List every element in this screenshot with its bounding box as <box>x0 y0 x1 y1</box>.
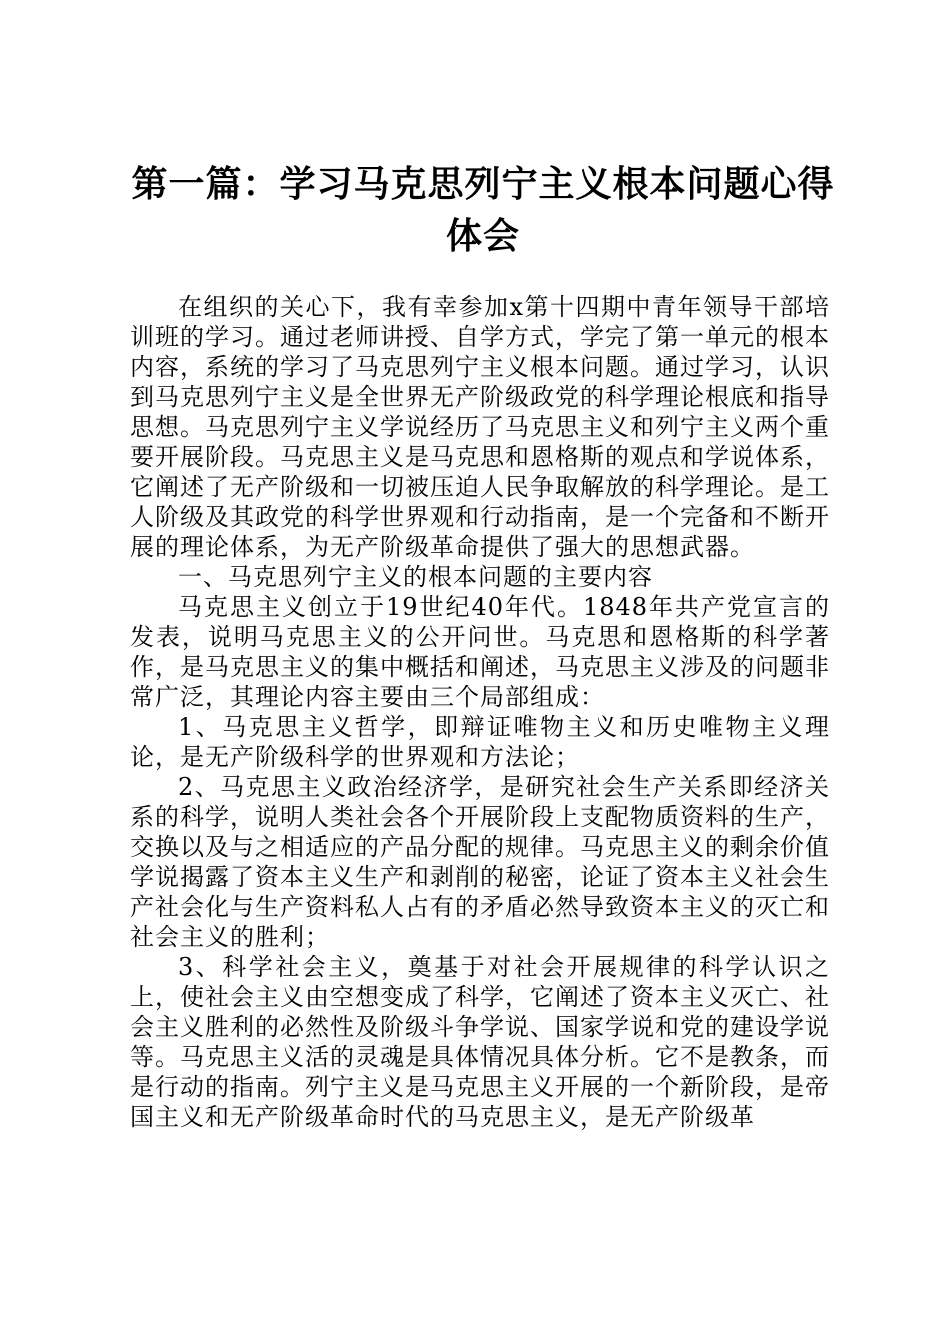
document-title: 第一篇：学习马克思列宁主义根本问题心得体会 <box>131 163 835 257</box>
paragraph-intro: 在组织的关心下，我有幸参加x第十四期中青年领导干部培训班的学习。通过老师讲授、自学方式，学完了第一单元的根本内容，系统的学习了马克思列宁主义根本问题。通过学习，认识到马克思列宁主义是全世界无产阶级政党的科学理论根底和指导思想。马克思列宁主义学说经历了马克思主义和列宁主义两个重要开展阶段。马克思主义是马克思和恩格斯的观点和学说体系，它阐述了无产阶级和一切被压迫人民争取解放的科学理论。是工人阶级及其政党的科学世界观和行动指南，是一个完备和不断开展的理论体系，为无产阶级革命提供了强大的思想武器。 <box>130 293 830 561</box>
paragraph-item-3: 3、科学社会主义，奠基于对社会开展规律的科学认识之上，使社会主义由空想变成了科学，它阐述了资本主义灭亡、社会主义胜利的必然性及阶级斗争学说、国家学说和党的建设学说等。马克思主义活的灵魂是具体情况具体分析。它不是教条，而是行动的指南。列宁主义是马克思主义开展的一个新阶段，是帝国主义和无产阶级革命时代的马克思主义，是无产阶级革 <box>130 953 830 1131</box>
paragraph-item-2: 2、马克思主义政治经济学，是研究社会生产关系即经济关系的科学，说明人类社会各个开展阶段上支配物质资料的生产，交换以及与之相适应的产品分配的规律。马克思主义的剩余价值学说揭露了资本主义生产和剥削的秘密，论证了资本主义社会生产社会化与生产资料私人占有的矛盾必然导致资本主义的灭亡和社会主义的胜利； <box>130 773 830 951</box>
paragraph-origin: 马克思主义创立于19世纪40年代。1848年共产党宣言的发表，说明马克思主义的公开问世。马克思和恩格斯的科学著作，是马克思主义的集中概括和阐述，马克思主义涉及的问题非常广泛，其理论内容主要由三个局部组成： <box>130 593 830 711</box>
document-body <box>130 292 830 1132</box>
paragraph-item-1: 1、马克思主义哲学，即辩证唯物主义和历史唯物主义理论，是无产阶级科学的世界观和方法论； <box>130 713 830 771</box>
section-heading: 一、马克思列宁主义的根本问题的主要内容 <box>178 563 653 591</box>
